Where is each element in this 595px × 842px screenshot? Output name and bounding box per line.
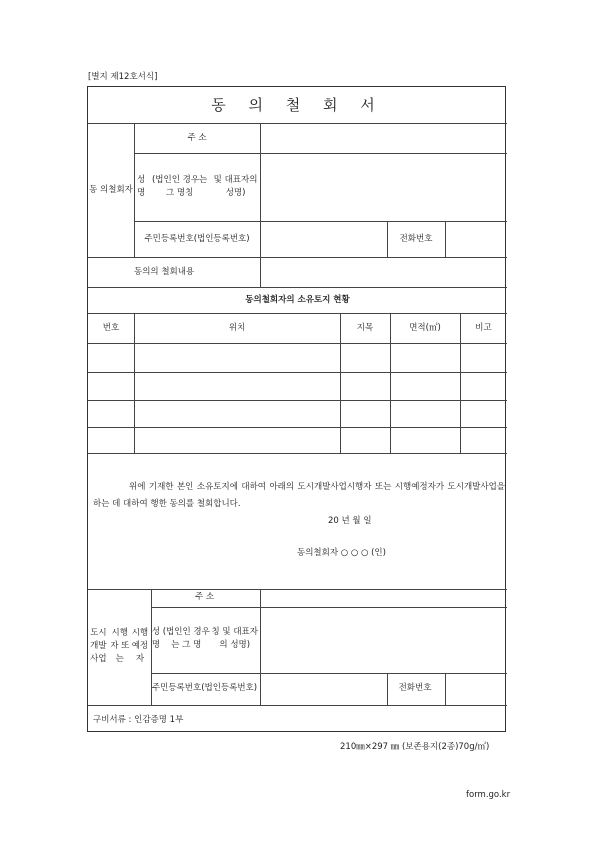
withdrawer-section-label: 동 의 철회자 <box>89 184 133 195</box>
form-title: 동 의 철 회 서 <box>211 95 384 114</box>
header-number: 번호 <box>102 322 120 333</box>
withdrawer-reg-field[interactable] <box>260 221 387 257</box>
content-field[interactable] <box>260 257 507 287</box>
required-documents: 구비서류 : 인감증명 1부 <box>93 715 184 725</box>
header-land-category: 지목 <box>356 322 374 333</box>
header-remarks: 비고 <box>475 322 492 333</box>
table-row[interactable] <box>88 400 507 427</box>
form-number: [별지 제12호서식] <box>88 72 158 82</box>
withdrawer-address-label: 주 소 <box>187 132 207 143</box>
table-row[interactable] <box>88 343 507 372</box>
developer-reg-label: 주민등록번호 (법인등록번호) <box>151 682 258 693</box>
developer-address-label: 주 소 <box>194 591 215 602</box>
withdrawer-phone-field[interactable] <box>445 221 507 257</box>
developer-address-field[interactable] <box>259 588 506 606</box>
withdrawer-address-field[interactable] <box>260 123 507 153</box>
date-line: 20 년 월 일 <box>328 516 372 526</box>
withdrawer-name-label: 성 명 (법인인 경우는 그 명칭 및 대표자의 성명) <box>136 175 258 198</box>
developer-phone-label: 전화번호 <box>398 682 432 693</box>
paper-spec: 210㎜×297 ㎜ (보존용지(2종)70g/㎡) <box>340 742 490 752</box>
developer-reg-field[interactable] <box>259 672 386 704</box>
table-row[interactable] <box>88 427 507 453</box>
header-area: 면적(㎡) <box>409 322 441 333</box>
developer-name-label: 성 명 (법인인 경우는 그 명 칭 및 대표자의 성명) <box>151 627 258 650</box>
withdrawer-name-field[interactable] <box>260 153 507 221</box>
developer-name-field[interactable] <box>259 606 506 672</box>
header-location: 위치 <box>228 322 246 333</box>
developer-phone-field[interactable] <box>444 672 506 704</box>
developer-section-label: 도시개발사업 시행자 또는 시행 예정자 <box>90 627 149 664</box>
withdrawer-phone-label: 전화번호 <box>399 233 433 244</box>
signer-line: 동의철회자 ○ ○ ○ (인) <box>297 548 386 558</box>
table-row[interactable] <box>88 372 507 400</box>
withdrawer-reg-label: 주민등록번호 (법인등록번호) <box>144 233 250 244</box>
content-label: 동의의 철회내용 <box>134 266 195 277</box>
land-status-title: 동의철회자의 소유토지 현황 <box>245 294 350 305</box>
source-label: form.go.kr <box>466 790 511 800</box>
statement-text: 위에 기재한 본인 소유토지에 대하여 아래의 도시개발사업시행자 또는 시행예정자가 도시개발사업을 하는 데 대하여 행한 동의를 철회합니다. <box>93 482 505 509</box>
